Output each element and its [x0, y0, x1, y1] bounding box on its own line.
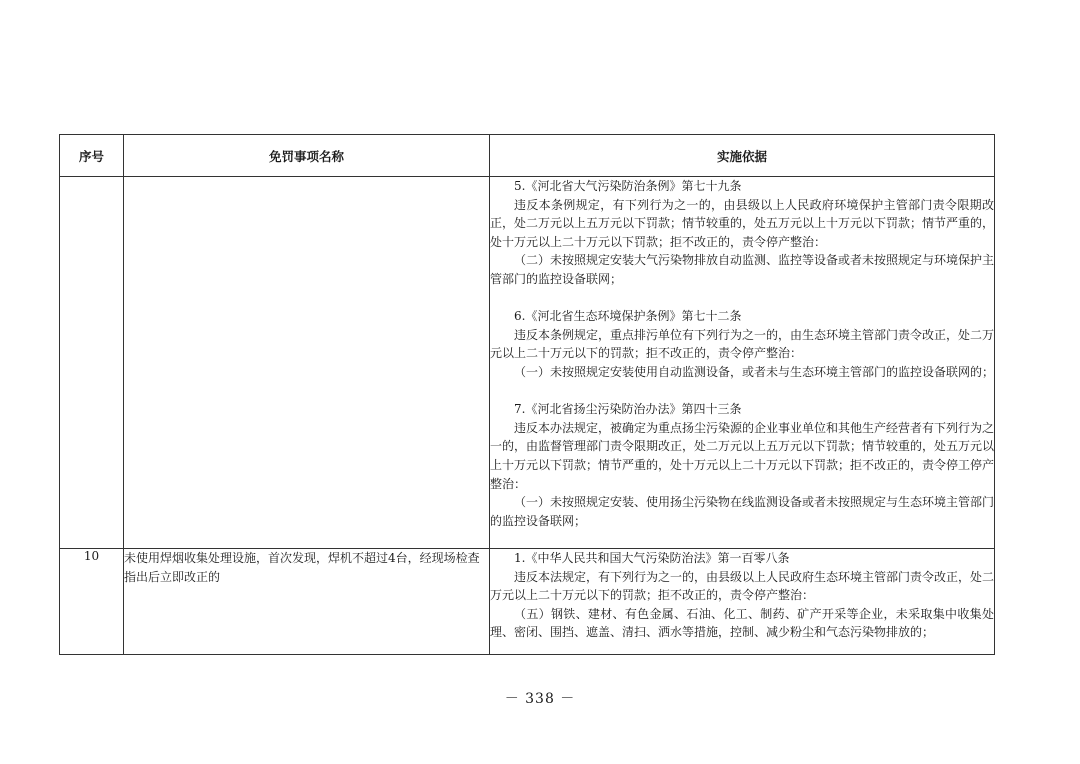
table-header-row: [60, 135, 995, 177]
basis-citation: 1.《中华人民共和国大气污染防治法》第一百零八条: [514, 551, 790, 565]
page-number: － 338 －: [504, 691, 576, 707]
basis-clause: （二）未按照规定安装大气污染物排放自动监测、监控等设备或者未按照规定与环境保护主管部门的监控设备联网；: [490, 253, 995, 286]
basis-clause: （一）未按照规定安装、使用扬尘污染物在线监测设备或者未按照规定与生态环境主管部门的监控设备联网；: [490, 495, 995, 528]
header-serial-number: 序号: [60, 135, 124, 177]
basis-clause: （一）未按照规定安装使用自动监测设备，或者未与生态环境主管部门的监控设备联网的；: [514, 364, 995, 379]
row-item-name: [124, 177, 490, 549]
row-serial-number: [60, 177, 124, 549]
row-item-name: 未使用焊烟收集处理设施，首次发现，焊机不超过4台，经现场检查指出后立即改正的: [124, 549, 490, 655]
paragraph-spacer: [490, 382, 994, 401]
basis-clause: （五）钢铁、建材、有色金属、石油、化工、制药、矿产开采等企业，未采取集中收集处理、密闭、围挡、遮盖、清扫、洒水等措施，控制、减少粉尘和气态污染物排放的；: [490, 606, 994, 640]
header-legal-basis: 实施依据: [490, 135, 995, 177]
table-row: [60, 177, 995, 549]
basis-paragraph: 违反本法规定，有下列行为之一的，由县级以上人民政府生态环境主管部门责令改正，处二万元以上二十万元以下的罚款；拒不改正的，责令停产整治：: [490, 569, 995, 603]
basis-paragraph: 违反本条例规定，重点排污单位有下列行为之一的，由生态环境主管部门责令改正，处二万元以上二十万元以下的罚款；拒不改正的，责令停产整治：: [490, 327, 995, 361]
header-item-name: 免罚事项名称: [124, 135, 490, 177]
basis-paragraph: 违反本办法规定，被确定为重点扬尘污染源的企业事业单位和其他生产经营者有下列行为之一的，由监督管理部门责令限期改正，处二万元以上五万元以下罚款；情节较重的，处五万元以上十万元以下罚款；情节严重的，处十万元以上二十万元以下罚款；拒不改正的，责令停工停产整治：: [490, 420, 995, 491]
paragraph-spacer: [490, 289, 994, 308]
table-row: [60, 549, 995, 655]
row-legal-basis: [490, 177, 995, 549]
basis-citation: 5.《河北省大气污染防治条例》第七十九条: [514, 179, 742, 193]
penalty-exemption-table: [59, 134, 995, 655]
row-serial-number: 10: [60, 549, 124, 655]
basis-citation: 6.《河北省生态环境保护条例》第七十二条: [514, 309, 742, 324]
row-legal-basis: [490, 549, 995, 655]
basis-citation: 7.《河北省扬尘污染防治办法》第四十三条: [514, 402, 742, 417]
basis-paragraph: 违反本条例规定，有下列行为之一的，由县级以上人民政府环境保护主管部门责令限期改正，处二万元以上五万元以下罚款；情节较重的，处五万元以上十万元以下罚款；情节严重的，处十万元以上二十万元以下罚款；拒不改正的，责令停产整治：: [490, 197, 995, 249]
